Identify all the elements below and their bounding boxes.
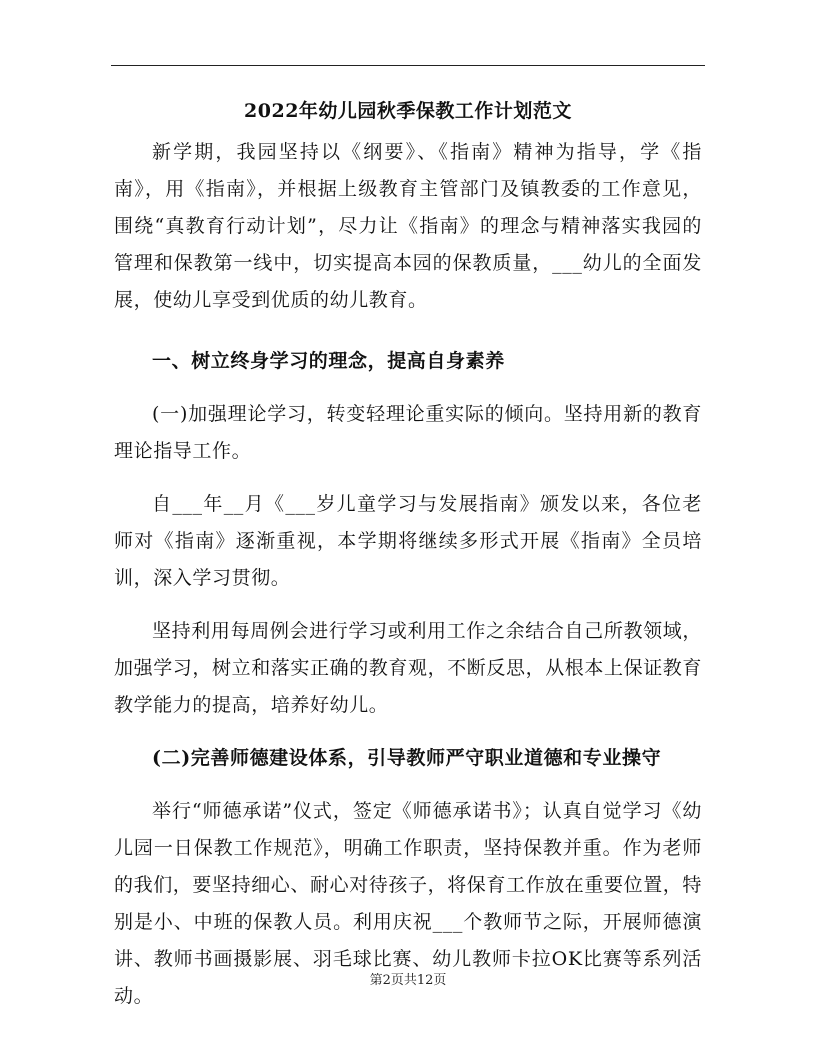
section-heading-2: (二)完善师德建设体系，引导教师严守职业道德和专业操守 — [152, 747, 662, 769]
paragraph-weekly-study: 坚持利用每周例会进行学习或利用工作之余结合自己所教领域，加强学习，树立和落实正确的教育观，不断反思，从根本上保证教育教学能力的提高，培养好幼儿。 — [114, 620, 703, 716]
document-title: 2022年幼儿园秋季保教工作计划范文 — [244, 100, 572, 122]
header-rule — [111, 65, 705, 66]
paragraph-ethics-pledge: 举行“师德承诺”仪式，签定《师德承诺书》；认真自觉学习《幼儿园一日保教工作规范》，明确工作职责，坚持保教并重。作为老师的我们，要坚持细心、耐心对待孩子，将保育工作放在重要位置，特别是小、中班的保教人员。利用庆祝___个教师节之际，开展师德演讲、教师书画摄影展、羽毛球比赛、幼儿教师卡拉OK比赛等系列活动。 — [114, 800, 703, 1007]
section-heading-1: 一、树立终身学习的理念，提高自身素养 — [152, 350, 505, 372]
document-body — [114, 92, 702, 1031]
paragraph-guide-training: 自___年__月《___岁儿童学习与发展指南》颁发以来，各位老师对《指南》逐渐重视，本学期将继续多形式开展《指南》全员培训，深入学习贯彻。 — [114, 493, 702, 589]
paragraph-theory-study: (一)加强理论学习，转变轻理论重实际的倾向。坚持用新的教育理论指导工作。 — [114, 403, 702, 462]
paragraph-intro: 新学期，我园坚持以《纲要》、《指南》精神为指导，学《指南》，用《指南》，并根据上级教育主管部门及镇教委的工作意见，围绕“真教育行动计划”，尽力让《指南》的理念与精神落实我园的管理和保教第一线中，切实提高本园的保教质量，___幼儿的全面发展，使幼儿享受到优质的幼儿教育。 — [114, 141, 702, 311]
page-number-footer: 第2页共12页 — [369, 973, 447, 988]
